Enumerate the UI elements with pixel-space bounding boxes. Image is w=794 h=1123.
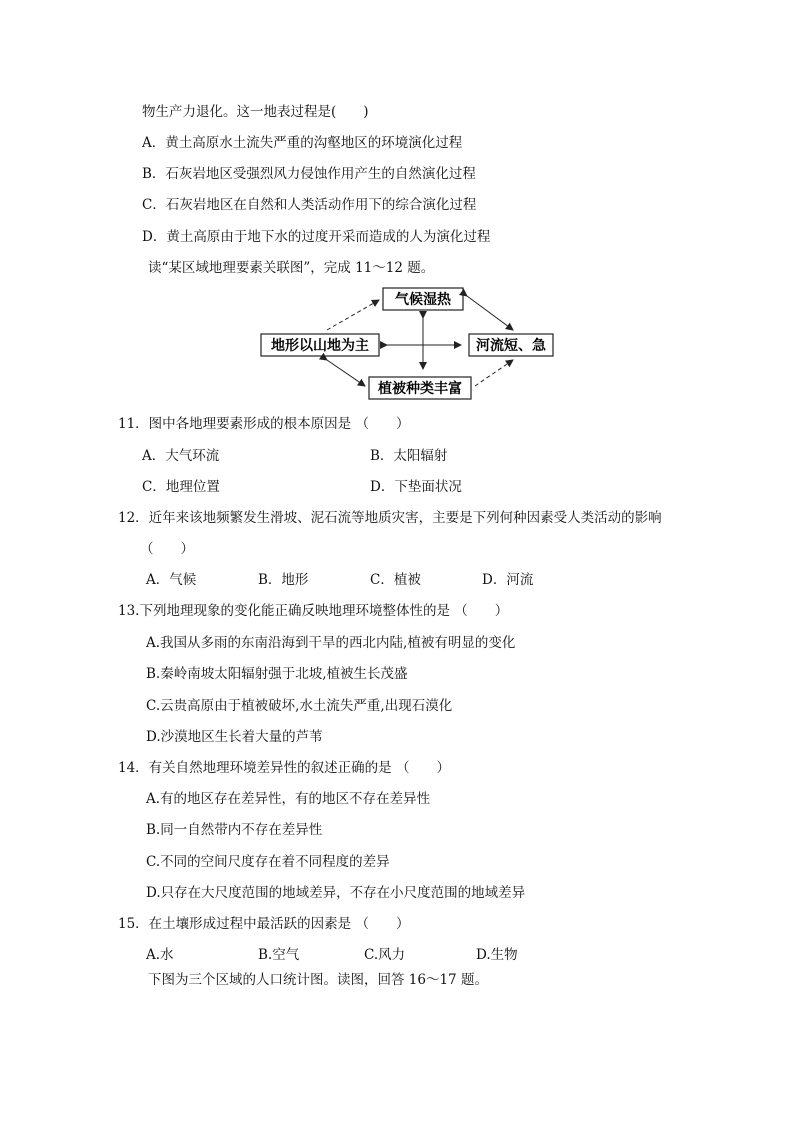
q12-stem-cont: （ ）: [140, 541, 194, 557]
q14-option-d: D.只存在大尺度范围的地域差异，不存在小尺度范围的地域差异: [146, 885, 526, 901]
q10-stem-tail: 物生产力退化。这一地表过程是( ): [142, 104, 369, 120]
label-climate: 气候湿热: [395, 292, 451, 308]
q11-option-c: C．地理位置: [142, 479, 220, 495]
label-river: 河流短、急: [476, 338, 546, 354]
q10-option-c: C．石灰岩地区在自然和人类活动作用下的综合演化过程: [142, 197, 477, 213]
q12-option-d: D．河流: [482, 572, 534, 588]
q11-stem: 11．图中各地理要素形成的根本原因是 （ ）: [118, 416, 410, 432]
q11-option-d: D．下垫面状况: [370, 479, 462, 495]
q10-option-a: A．黄土高原水土流失严重的沟壑地区的环境演化过程: [142, 135, 463, 151]
q13-stem: 13.下列地理现象的变化能正确反映地理环境整体性的是 （ ）: [118, 603, 509, 619]
q13-option-d: D.沙漠地区生长着大量的芦苇: [146, 729, 323, 745]
label-terrain: 地形以山地为主: [271, 338, 369, 354]
q11-option-b: B．太阳辐射: [370, 448, 448, 464]
intro-11-12: 读“某区域地理要素关联图”，完成 11～12 题。: [148, 260, 435, 276]
q12-option-a: A．气候: [146, 572, 197, 588]
q12-stem: 12．近年来该地频繁发生滑坡、泥石流等地质灾害，主要是下列何种因素受人类活动的影响: [118, 510, 662, 526]
q10-option-d: D．黄土高原由于地下水的过度开采而造成的人为演化过程: [142, 229, 491, 245]
q15-stem: 15．在土壤形成过程中最活跃的因素是 （ ）: [118, 916, 410, 932]
arrow-terrain-vegetation: [327, 360, 365, 386]
arrow-climate-river: [467, 296, 513, 330]
q10-option-b: B．石灰岩地区受强烈风力侵蚀作用产生的自然演化过程: [142, 166, 476, 182]
q14-option-b: B.同一自然带内不存在差异性: [146, 822, 323, 838]
q15-option-a: A.水: [146, 947, 174, 963]
q13-option-c: C.云贵高原由于植被破坏,水土流失严重,出现石漠化: [146, 698, 453, 714]
arrow-vegetation-river: [475, 360, 513, 386]
q15-option-c: C.风力: [364, 947, 406, 963]
arrow-terrain-climate: [327, 300, 379, 330]
q12-option-b: B．地形: [258, 572, 309, 588]
q13-option-a: A.我国从多雨的东南沿海到干旱的西北内陆,植被有明显的变化: [146, 635, 516, 651]
geo-elements-diagram: [255, 282, 555, 402]
label-vegetation: 植被种类丰富: [378, 381, 462, 397]
q11-option-a: A．大气环流: [142, 448, 220, 464]
intro-16-17: 下图为三个区域的人口统计图。读图，回答 16～17 题。: [148, 972, 488, 988]
q15-option-b: B.空气: [258, 947, 300, 963]
q14-stem: 14．有关自然地理环境差异性的叙述正确的是 （ ）: [118, 760, 450, 776]
q15-option-d: D.生物: [476, 947, 518, 963]
q14-option-a: A.有的地区存在差异性，有的地区不存在差异性: [146, 791, 431, 807]
q14-option-c: C.不同的空间尺度存在着不同程度的差异: [146, 854, 390, 870]
q13-option-b: B.秦岭南坡太阳辐射强于北坡,植被生长茂盛: [146, 666, 408, 682]
q12-option-c: C．植被: [370, 572, 421, 588]
